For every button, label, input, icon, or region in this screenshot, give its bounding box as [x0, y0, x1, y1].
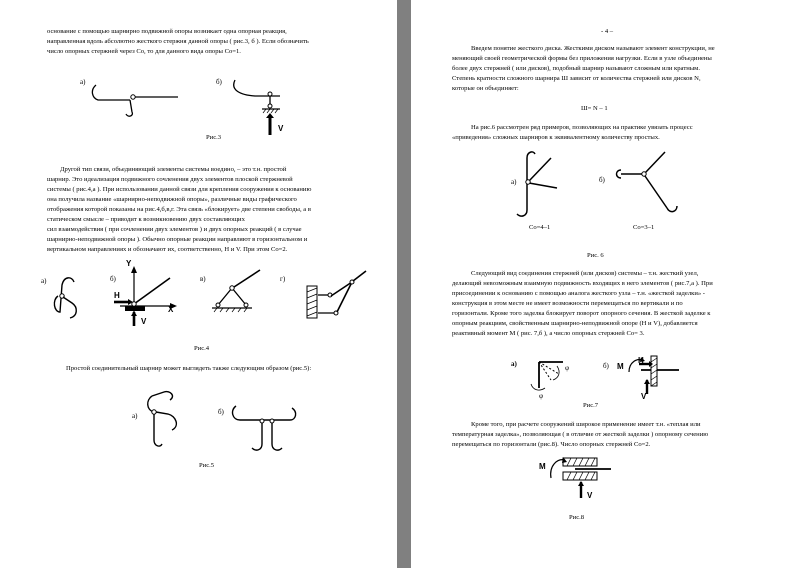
fig7-caption: Рис.7 [583, 402, 599, 409]
paragraph-line: опорным реакциям, свойственным шарнирно-неподвижной опоре (Н и V), добавляется [452, 320, 698, 327]
fig4-caption: Рис.4 [194, 345, 210, 352]
fig8-caption: Рис.8 [569, 514, 585, 521]
page-left [0, 0, 397, 568]
page-number: - 4 – [601, 28, 614, 35]
paragraph-line: число опорных стержней через Со, то для данного вида опоры Со=1. [47, 48, 241, 55]
paragraph-line: Введем понятие жесткого диска. Жесткими диском называют элемент конструкции, не [471, 45, 715, 52]
paragraph-line: делающий невозможным взаимную подвижность входящих в него элементов ( рис.7,а ). При [452, 280, 713, 287]
fig7-m-label: M [617, 362, 624, 371]
fig6-label-a: а) [511, 178, 517, 186]
fig7-v-label: V [641, 392, 647, 401]
paragraph-line: Следующий вид соединения стержней (или дисков) системы – т.н. жесткий узел, [471, 270, 699, 277]
fig5-label-b: б) [218, 408, 224, 416]
paragraph-line: конструкция в этом месте не имеет возможности перемещаться по вертикали и по [452, 300, 683, 307]
fig3-label-b: б) [216, 78, 222, 86]
paragraph-line: Степень кратности сложного шарнира Ш зависит от количества стержней или дисков N, [452, 75, 701, 82]
fig6-count-b: Со=3–1 [633, 224, 655, 231]
fig8-v-label: V [587, 491, 593, 500]
fig7-label-b: б) [603, 362, 609, 370]
fig7-phi-top: φ [565, 364, 570, 372]
paragraph-line: горизонтали. Кроме того заделка блокирует поворот опорного сечения. В жесткой заделке к [452, 310, 711, 317]
fig6-label-b: б) [599, 176, 605, 184]
paragraph-line: более двух стержней ( или дисков), подобный шарнир называют сложным или кратным. [452, 65, 700, 72]
paragraph-line: Простой соединительный шарнир может выглядеть также следующим образом (рис.5): [66, 365, 312, 372]
fig3-caption: Рис.3 [206, 134, 222, 141]
fig6-caption: Рис. 6 [587, 252, 604, 259]
paragraph-line: реактивный момент М ( рис. 7,б ), а число опорных стержней Со= 3. [452, 330, 645, 337]
paragraph-line: отображения которой показаны на рис.4,б,в,г. Эта связь «блокирует» две степени свободы, а в [47, 206, 311, 213]
paragraph-line: статическом смысле – приводит к возникновению двух составляющих [47, 216, 245, 223]
fig4-x-label: X [168, 305, 174, 314]
page-right [411, 0, 808, 568]
fig5-caption: Рис.5 [199, 462, 215, 469]
paragraph-line: На рис.6 рассмотрен ряд примеров, позволяющих на практике увязать процесс [471, 124, 693, 131]
fig8-m-label: M [539, 462, 546, 471]
paragraph-line: основание с помощью шарнирно подвижной опоры возникает одна опорная реакция, [47, 28, 287, 35]
paragraph-line: шарнирно-неподвижной опоры ). Обычно опорные реакции направляют в горизонтальном и [47, 236, 308, 243]
fig5-drawing [0, 0, 397, 470]
paragraph-line: Кроме того, при расчете сооружений широкое применение имеет т.н. «теплая или [471, 421, 701, 428]
fig4-label-c: в) [200, 275, 206, 283]
fig4-label-b: б) [110, 275, 116, 283]
paragraph-line: вертикальном направлениях и обозначают их, соответственно, Н и V. При этом Со=2. [47, 246, 288, 253]
paragraph-line: «приведения» сложных шарниров к эквивалентному количеству простых. [452, 134, 660, 141]
paragraph-line: меняющий своей геометрической формы без приложения нагрузки. Если в узле объединены [452, 55, 712, 62]
paragraph-line: системы ( рис.4,а ). При использовании данной связи для крепления сооружения к основанию [47, 186, 312, 193]
paragraph-line: она получила название «шарнирно-неподвижной опоры», различные виды графического [47, 196, 297, 203]
fig6-count-a: Со=4–1 [529, 224, 551, 231]
fig4-h-label: H [114, 291, 120, 300]
paragraph-line: направленная вдоль абсолютно жесткого стержня данной опоры ( рис.3, б ). Если обозначить [47, 38, 309, 45]
fig4-y-label: Y [126, 259, 132, 268]
fig5-label-a: а) [132, 412, 138, 420]
paragraph-line: сил взаимодействия ( при сочленении двух элементов ) и двух опорных реакций ( в случае [47, 226, 302, 233]
fig7-h-label: H [638, 356, 644, 365]
fig7-phi-bottom: φ [539, 392, 544, 400]
fig7-label-a: а) [511, 360, 517, 368]
fig4-label-a: а) [41, 277, 47, 285]
paragraph-line: Другой тип связи, объединяющий элементы системы воедино, – это т.н. простой [60, 166, 287, 173]
fig4-label-d: г) [280, 275, 286, 283]
fig3-v-label: V [278, 124, 284, 133]
fig8-drawing [411, 0, 808, 520]
paragraph-line: перемещаться по горизонтали (рис.8). Число опорных стержней Со=2. [452, 441, 651, 448]
fig3-label-a: а) [80, 78, 86, 86]
formula: Ш= N – 1 [581, 105, 608, 112]
fig4-v-label: V [141, 317, 147, 326]
paragraph-line: шарнир. Это идеализация подвижного сочленения двух элементов плоской стержневой [47, 176, 293, 183]
paragraph-line: присоединении к основанию с помощью аналога жесткого узла – т.н. «жесткой заделки» - [452, 290, 706, 297]
paragraph-line: температурная заделка», позволяющая ( в отличие от жесткой заделки ) опорному сечению [452, 431, 709, 438]
paragraph-line: которые он объединяет: [452, 85, 519, 92]
